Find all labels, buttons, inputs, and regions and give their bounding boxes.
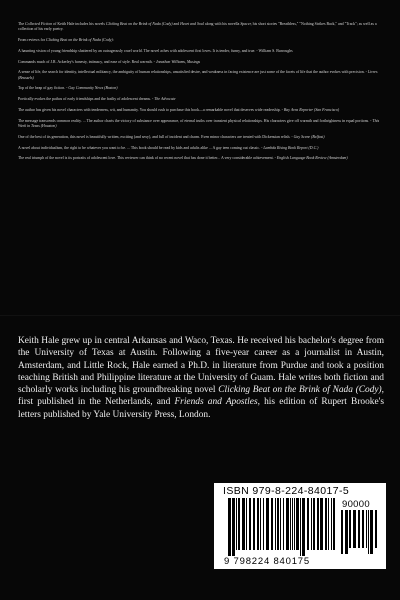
isbn-barcode: [214, 483, 386, 569]
review-gay-community-news: Top of the heap of gay fiction. - Gay Community News (Boston): [18, 86, 118, 91]
price-code: 90000: [342, 499, 370, 510]
author-bio: Keith Hale grew up in central Arkansas and Waco, Texas. He received his bachelor's degree from the University of Texas at Austin. Following a five-year career as a journalist in Austin, Amsterdam, and Little Rock, Hale earned a Ph.D. in literature from Purdue and took a position teaching British and Philippine literature at the University of Guam. Hale writes both fiction and scholarly works including his groundbreaking novel Clicking Beat on the Brink of Nada (Cody), first published in the Netherlands, and Friends and Apostles, his edition of Rupert Brooke's letters published by Yale University Press, London.: [18, 336, 384, 420]
price-addon-barcode-bars: [341, 510, 379, 554]
review-livres: A sense of life, the search for identity, intellectual militancy, the ambiguity of human relationships, unsatisfied desire, and weakness in facing existence are just some of the facets of life that the author evokes with precision. - Livres (Brussels): [18, 70, 378, 80]
review-burroughs: A haunting vision of young friendship shattered by an outrageously cruel world. The novel aches with adolescent first loves. It is tender, funny, and true. - William S. Burroughs: [18, 48, 293, 53]
review-lambda-rising: A novel about individualism, the right to be whatever you want to be. ... This book should be read by kids and adults alike ... A gay teen coming out classic. - Lambda Rising Book Report (D.C.): [18, 145, 319, 150]
back-cover-text: [18, 22, 384, 167]
review-this-week-in-texas: The message transcends common reality. ... The author charts the victory of substance over appearance, of eternal truths over transient physical relationships. His characters give off warmth and forthrightness in equal portions. - This Week in Texas (Houston): [18, 118, 380, 128]
section-divider: [0, 315, 400, 316]
review-advocate: Poetically evokes the pathos of early friendships and the frailty of adolescent dreams. - The Advocate: [18, 97, 176, 102]
barcode-number: 9 798224 840175: [224, 556, 310, 567]
isbn-label: ISBN 979-8-224-84017-5: [223, 485, 350, 497]
ean13-barcode-bars: [228, 498, 336, 556]
review-bay-area-reporter: The author has given his novel characters with tenderness, wit, and humanity. You should rush to purchase this book—a remarkable novel that deserves wide readership. - Bay Area Reporter (San Francisco): [18, 107, 340, 112]
reviews-heading: From reviews for Clicking Beat on the Brink of Nada (Cody):: [18, 38, 114, 42]
review-gay-scene: One of the best of its generation, this novel is beautifully written, exciting (and sexy), and full of incident and charm. Even minor characters are treated with Dickensian relish. - Gay Scene (Belfast): [18, 134, 325, 139]
review-english-language-book-review: The real triumph of the novel is its portraits of adolescent love. This reviewer can think of no recent novel that has done it better... A very considerable achievement. - English Language Book Review (Amsterdam): [18, 156, 348, 161]
collected-fiction-paragraph: The Collected Fiction of Keith Hale includes his novels Clicking Beat on the Brink of Nada (Cody) and Heart and Soul along with his novella Spacer, his short stories "Breathless," "Nothing Strikes Back," and "Track"; as well as a collection of his early poetry.: [18, 22, 377, 32]
review-williams: Commands much of J.R. Ackerley's honesty, intimacy, and ease of style. Real warmth. - Jonathan Williams, Musings: [18, 59, 201, 64]
